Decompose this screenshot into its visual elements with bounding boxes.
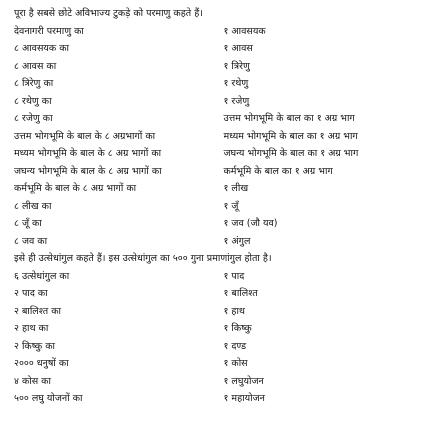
table-cell-right: १ आवस xyxy=(223,43,253,54)
table-row xyxy=(14,110,420,128)
table-cell-right: १ जूँ xyxy=(223,200,239,212)
table-row xyxy=(14,233,420,251)
table-row xyxy=(14,145,420,163)
table-row xyxy=(14,285,420,303)
table-row xyxy=(14,58,420,76)
table-cell-left: जघन्य भोगभूमि के बाल के ८ अग्र भागों का xyxy=(14,165,162,177)
table-cell-right: १ अंगुल xyxy=(223,235,251,247)
table-cell-left: कर्मभूमि के बाल के ८ अग्र भागों का xyxy=(14,183,137,194)
table-cell-left: २००० धनुषों का xyxy=(14,358,69,369)
table-cell-right: मध्यम भोगभूमि के बाल का १ अग्र भाग xyxy=(223,130,358,142)
table-cell-left: २ हाथ का xyxy=(14,323,49,334)
measurement-table-1 xyxy=(14,23,420,251)
table-row xyxy=(14,75,420,93)
table-cell-left: ८ आवस का xyxy=(14,60,57,72)
table-cell-right: कर्मभूमि के बाल का १ अग्र भाग xyxy=(223,165,333,177)
table-cell-right: १ पाद xyxy=(223,270,245,282)
table-cell-left: ५०० लघु योजनों का xyxy=(14,393,83,404)
table-cell-left: २ पाद का xyxy=(14,288,48,299)
table-cell-left: उत्तम भोगभूमि के बाल के ८ अग्रभागों का xyxy=(14,130,156,142)
table-cell-right: जघन्य भोगभूमि के बाल का १ अग्र भाग xyxy=(223,148,359,159)
table-cell-right: १ बालिश्त xyxy=(223,288,258,299)
table-cell-right: १ कोस xyxy=(223,358,248,369)
table-cell-right: १ त्रिरेणु xyxy=(223,60,250,72)
table-row xyxy=(14,180,420,198)
table-cell-right: १ रजेणु xyxy=(223,95,250,107)
table-row xyxy=(14,215,420,233)
table-cell-left: २ किष्कु का xyxy=(14,340,55,352)
table-row xyxy=(14,198,420,216)
utsedhangul-note: इसे ही उत्सेधांगुल कहते हैं। इस उत्सेधांगुल का ५०० गुना प्रमाणांगुल होता है। xyxy=(14,253,272,264)
table-cell-left: ८ जव का xyxy=(14,235,48,247)
table-cell-left: मध्यम भोगभूमि के बाल के ८ अग्र भागों का xyxy=(14,148,162,159)
table-cell-left: ८ आवसयक का xyxy=(14,43,69,54)
table-row xyxy=(14,40,420,58)
table-cell-left: ८ त्रिरेणु का xyxy=(14,78,54,89)
table-cell-left: ८ जूँ का xyxy=(14,218,42,229)
table-cell-right: १ दण्ड xyxy=(223,340,247,352)
table-cell-right: १ लीख xyxy=(223,183,249,194)
table-row xyxy=(14,338,420,356)
table-row xyxy=(14,373,420,391)
table-cell-right: उत्तम भोगभूमि के बाल का १ अग्र भाग xyxy=(223,113,355,124)
table-row xyxy=(14,320,420,338)
table-cell-right: १ महायोजन xyxy=(223,393,265,404)
table-cell-right: १ आवसयक xyxy=(223,25,266,37)
table-cell-left: २ बालिश्त का xyxy=(14,305,61,317)
table-cell-right: १ किष्कु xyxy=(223,323,252,334)
table-cell-left: ८ रथेणु का xyxy=(14,95,52,107)
table-cell-right: १ हाथ xyxy=(223,305,245,317)
table-row xyxy=(14,268,420,286)
table-row xyxy=(14,303,420,321)
table-cell-left: ४ कोस का xyxy=(14,375,51,387)
table-cell-right: १ जव (जौ यव) xyxy=(223,218,278,229)
table-row xyxy=(14,390,420,408)
table-row xyxy=(14,355,420,373)
table-cell-left: देवनागरी परमाणु का xyxy=(14,25,84,37)
table-cell-right: १ लघुयोजन xyxy=(223,375,264,387)
measurement-table-2 xyxy=(14,268,420,408)
table-cell-left: ८ लीख का xyxy=(14,200,52,212)
table-row xyxy=(14,163,420,181)
table-cell-right: १ रथेणु xyxy=(223,78,249,89)
table-row xyxy=(14,128,420,146)
table-cell-left: ८ रजेणु का xyxy=(14,113,53,124)
table-row xyxy=(14,93,420,111)
table-cell-left: ६ उत्सेधांगुल का xyxy=(14,270,70,282)
document-heading: पूरा है सबसे छोटे अविभाज्य टुकड़े को परमाणु कहते हैं। xyxy=(14,8,203,19)
table-row xyxy=(14,23,420,41)
